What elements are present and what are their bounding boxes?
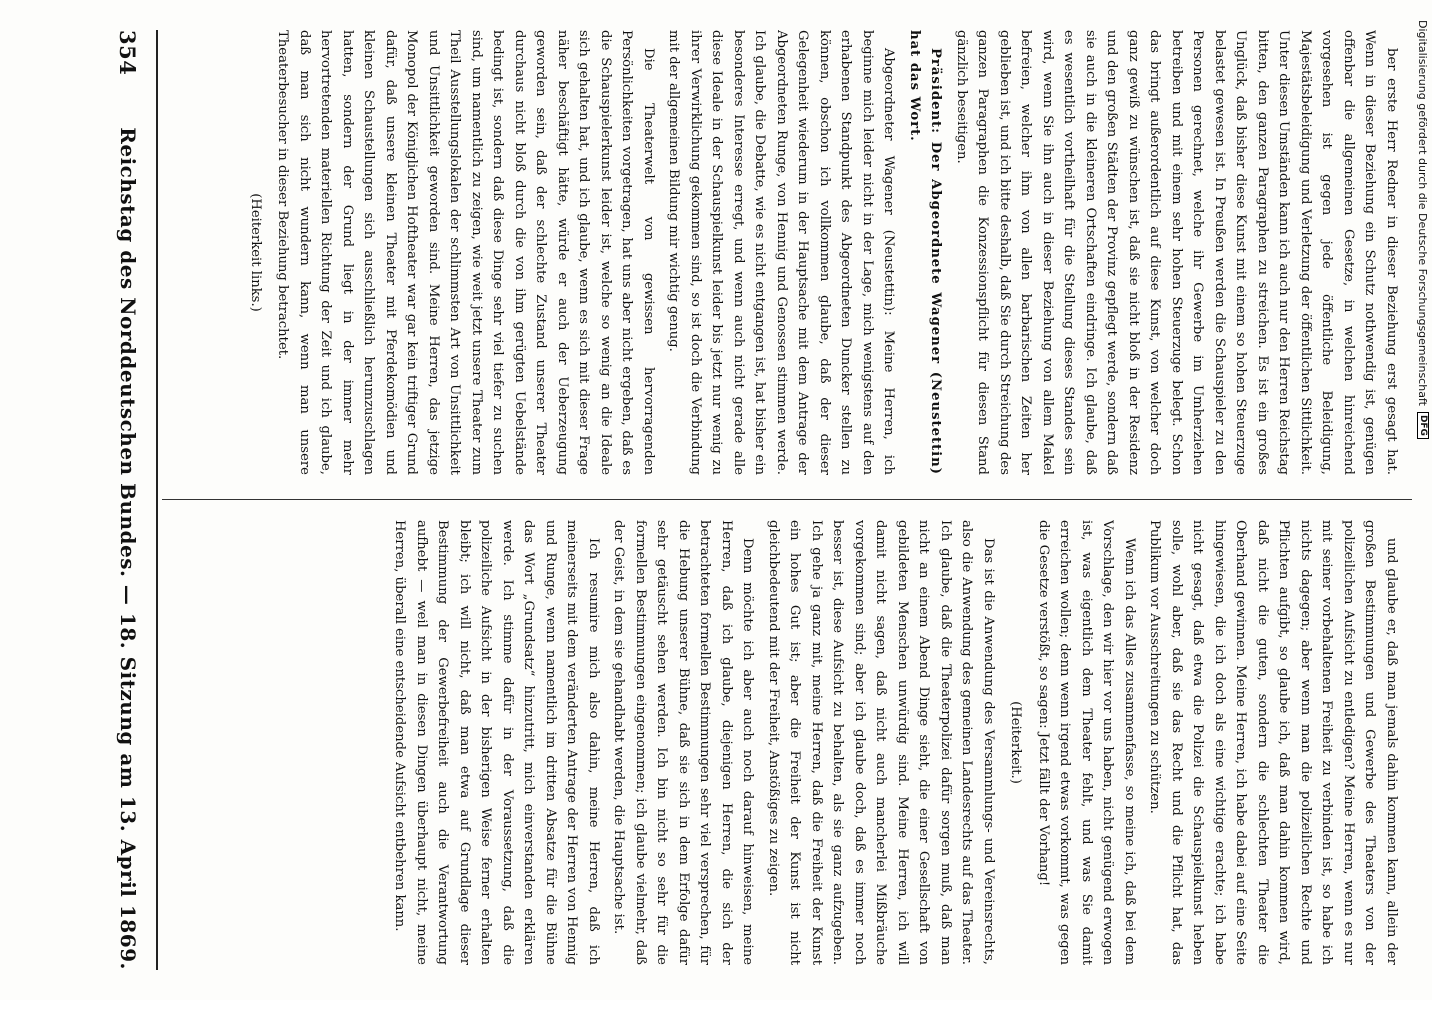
- speaker-intro: Präsident: Der Abgeordnete Wagener (Neustettin) hat das Wort.: [907, 30, 944, 475]
- paragraph: ber erste Herr Redner in dieser Beziehung erst gesagt hat. Wenn in dieser Beziehung ein Schutz nothwendig ist, genügen offenbar die allgemeinen Gesetze, in welchen hinreichend vorgesehen ist gegen jede öffentliche Beleidigung, Majestätsbeleidigung und Verletzung der öffentlichen Sittlichkeit. Unter diesen Umständen kann ich auch nur den Herren Reichstag bitten, den ganzen Paragraphen zu streichen. Es ist ein großes Unglück, daß bisher diese Kunst mit einem so hohen Steuerzuge belastet gewesen ist. In Preußen werden die Schauspieler zu den Personen gerechnet, welche ihr Gewerbe im Umherziehen betreiben und mit einem sehr hohen Steuerzuge belegt. Schon das bringt außerordentlich auf diese Kunst, von welcher doch ganz gewiß zu wünschen ist, daß sie nicht bloß in der Residenz und den großen Städten der Provinz gepflegt werde, sondern daß sie auch in die kleineren Ortschaften eindringe. Ich glaube, daß es wesentlich vortheilhaft für die Stellung dieses Standes sein wird, wenn Sie ihn auch in dieser Beziehung von allem Makel befreien, welcher ihm von allen barbarischen Zeiten her geblieben ist, und ich bitte deshalb, daß Sie durch Streichung des ganzen Paragraphen die Konzessionspflicht für diesen Stand gänzlich beseitigen.: [954, 30, 1399, 475]
- paragraph: Denn möchte ich aber auch noch darauf hinweisen, meine Herren, daß ich glaube, diejenigen Herren, die sich der betrachteten formellen Bestimmungen sehr viel versprechen, für die Hebung unserer Bühne, daß sie sich in dem Erfolge dafür sehr getäuscht sehen werden. Ich bin nicht so sehr für die formellen Bestimmungen eingenommen; ich glaube vielmehr, daß der Geist, in dem sie gehandhabt werden, die Hauptsache ist.: [611, 520, 756, 965]
- digitization-footer: [1414, 0, 1432, 1020]
- paragraph: Das ist die Anwendung des Versammlungs- und Vereinsrechts, also die Anwendung des gemeinen Landesrechts auf das Theater. Ich glaube, daß die Theaterpolizei dafür sorgen muß, daß man nicht an einem Abend Dinge sieht, die einer Gesellschaft von gebildeten Menschen unwürdig sind. Meine Herren, ich will damit nicht sagen, daß nicht auch mancherlei Mißbräuche vorgekommen sind; aber ich glaube doch, daß es immer noch besser ist, diese Aufsicht zu behalten, als sie ganz aufzugeben. Ich gehe ja ganz mit, meine Herren, daß die Freiheit der Kunst ein hohes Gut ist; aber die Freiheit der Kunst ist nicht gleichbedeutend mit der Freiheit, Anstößiges zu zeigen.: [766, 520, 996, 965]
- left-column: [167, 30, 1402, 475]
- paragraph: Wenn ich das Alles zusammenfasse, so meine ich, daß bei dem Vorschlage, den wir hier vor uns haben, nicht genügend erwogen ist, was eigentlich dem Theater fehlt, und was Sie damit erreichen wollen; denn wenn irgend etwas vorkommt, was gegen die Gesetze verstößt, so sagen: Jetzt fällt der Vorhang!: [1036, 520, 1137, 965]
- column-separator: [162, 499, 1412, 500]
- running-title: Reichstag des Norddeutschen Bundes. — 18. Sitzung am 13. April 1869.: [116, 127, 140, 970]
- paragraph: Ich resumire mich also dahin, meine Herren, daß ich meinerseits mit dem veränderten Antrage der Herren von Hennig und Runge, wenn namentlich im dritten Absatze für die Bühne das Wort „Grundsatz“ hinzutritt, mich einverstanden erklären werde. Ich stimme dafür in der Voraussetzung, daß die polizeiliche Aufsicht in der bisherigen Weise ferner erhalten bleibt; ich will nicht, daß man etwa auf Grundlage dieser Bestimmung der Gewerbefreiheit auch die Verantwortung aufhebt — weil man in diesen Dingen überhaupt nicht, meine Herren, überall eine entscheidende Aufsicht entbehren kann.: [392, 520, 601, 965]
- digitization-note: Digitalisierung gefördert durch die Deutsche Forschungsgemeinschaft: [1416, 20, 1430, 406]
- header-rule: [156, 30, 158, 970]
- applause-note: (Heiterkeit links.): [248, 193, 263, 312]
- paragraph: Die Theaterwelt von gewissen hervorragenden Persönlichkeiten vorgetragen, hat uns aber nicht ergeben, daß es die Schauspielerkunst leider ist, welche so wenig an die Ideale sich gehalten hat, und ich glaube, wenn es sich mit dieser Frage näher beschäftigt hätte, würde er auch der Ueberzeugung geworden sein, daß der schlechte Zustand unserer Theater durchaus nicht bloß durch die von ihm gerügten Uebelstände bedingt ist, sondern daß diese Dinge sehr viel tiefer zu suchen sind, um namentlich zu zeigen, wie weit jetzt unsere Theater zum Theil Ausstellungslokalen der schlimmsten Art von Unsittlichkeit und Unsittlichkeit geworden sind. Meine Herren, das jetzige Monopol der Königlichen Hoftheater war gar kein triftiger Grund dafür, daß unsere kleinen Theater mit Pferdekomödien und kleinen Schaustellungen sich ausschließlich herumzuschlagen hatten, sondern der Grund liegt in der immer mehr hervortretenden materiellen Richtung der Zeit und ich glaube, daß man sich nicht wundern kann, wenn man unsere Theaterbesucher in dieser Beziehung betrachtet.: [275, 30, 656, 475]
- right-column: [167, 520, 1402, 965]
- page-number: 354: [115, 30, 141, 76]
- paragraph: und glaube er, daß man jemals dahin kommen kann, allein der großen Bestimmungen und Gewerbe des Theaters von der polizeilichen Aufsicht zu entledigen? Meine Herren, wenn es nur mit seiner vorbehaltenen Freiheit zu verbinden ist, so habe ich nichts dagegen; aber wenn man die polizeilichen Rechte und Pflichten aufgibt, so glaube ich, daß man dahin kommen wird, daß nicht die guten, sondern die schlechten Theater die Oberhand gewinnen. Meine Herren, ich habe dabei auf eine Seite hingewiesen, die ich doch als eine wichtige erachte; ich habe nicht gesagt, daß etwa die Polizei die Schauspielkunst heben solle, wohl aber, daß sie das Recht und die Pflicht hat, das Publikum vor Ausschreitungen zu schützen.: [1147, 520, 1399, 965]
- page-header: [106, 30, 150, 970]
- paragraph: Abgeordneter Wagener (Neustettin): Meine Herren, ich beginne mich leider nicht in der Lage, mich wenigstens auf den erhabenen Standpunkt des Abgeordneten Duncker stellen zu können, obschon ich vollkommen glaube, daß der dieser Gelegenheit wiederum in der Hauptsache mit dem Antrage der Abgeordneten Runge, von Hennig und Genossen stimmen werde. Ich glaube, die Debatte, wie es nicht entgangen ist, hat bisher ein besonderes Interesse erregt, und wenn auch nicht gerade alle diese Ideale in der Schauspielkunst leider bis jetzt nur wenig zu ihrer Verwirklichung gekommen sind, so ist doch die Verbindung mit der allgemeinen Bildung mir wichtig genug.: [666, 30, 897, 475]
- applause-note: (Heiterkeit.): [1008, 701, 1024, 784]
- dfg-logo: DFG: [1417, 412, 1429, 439]
